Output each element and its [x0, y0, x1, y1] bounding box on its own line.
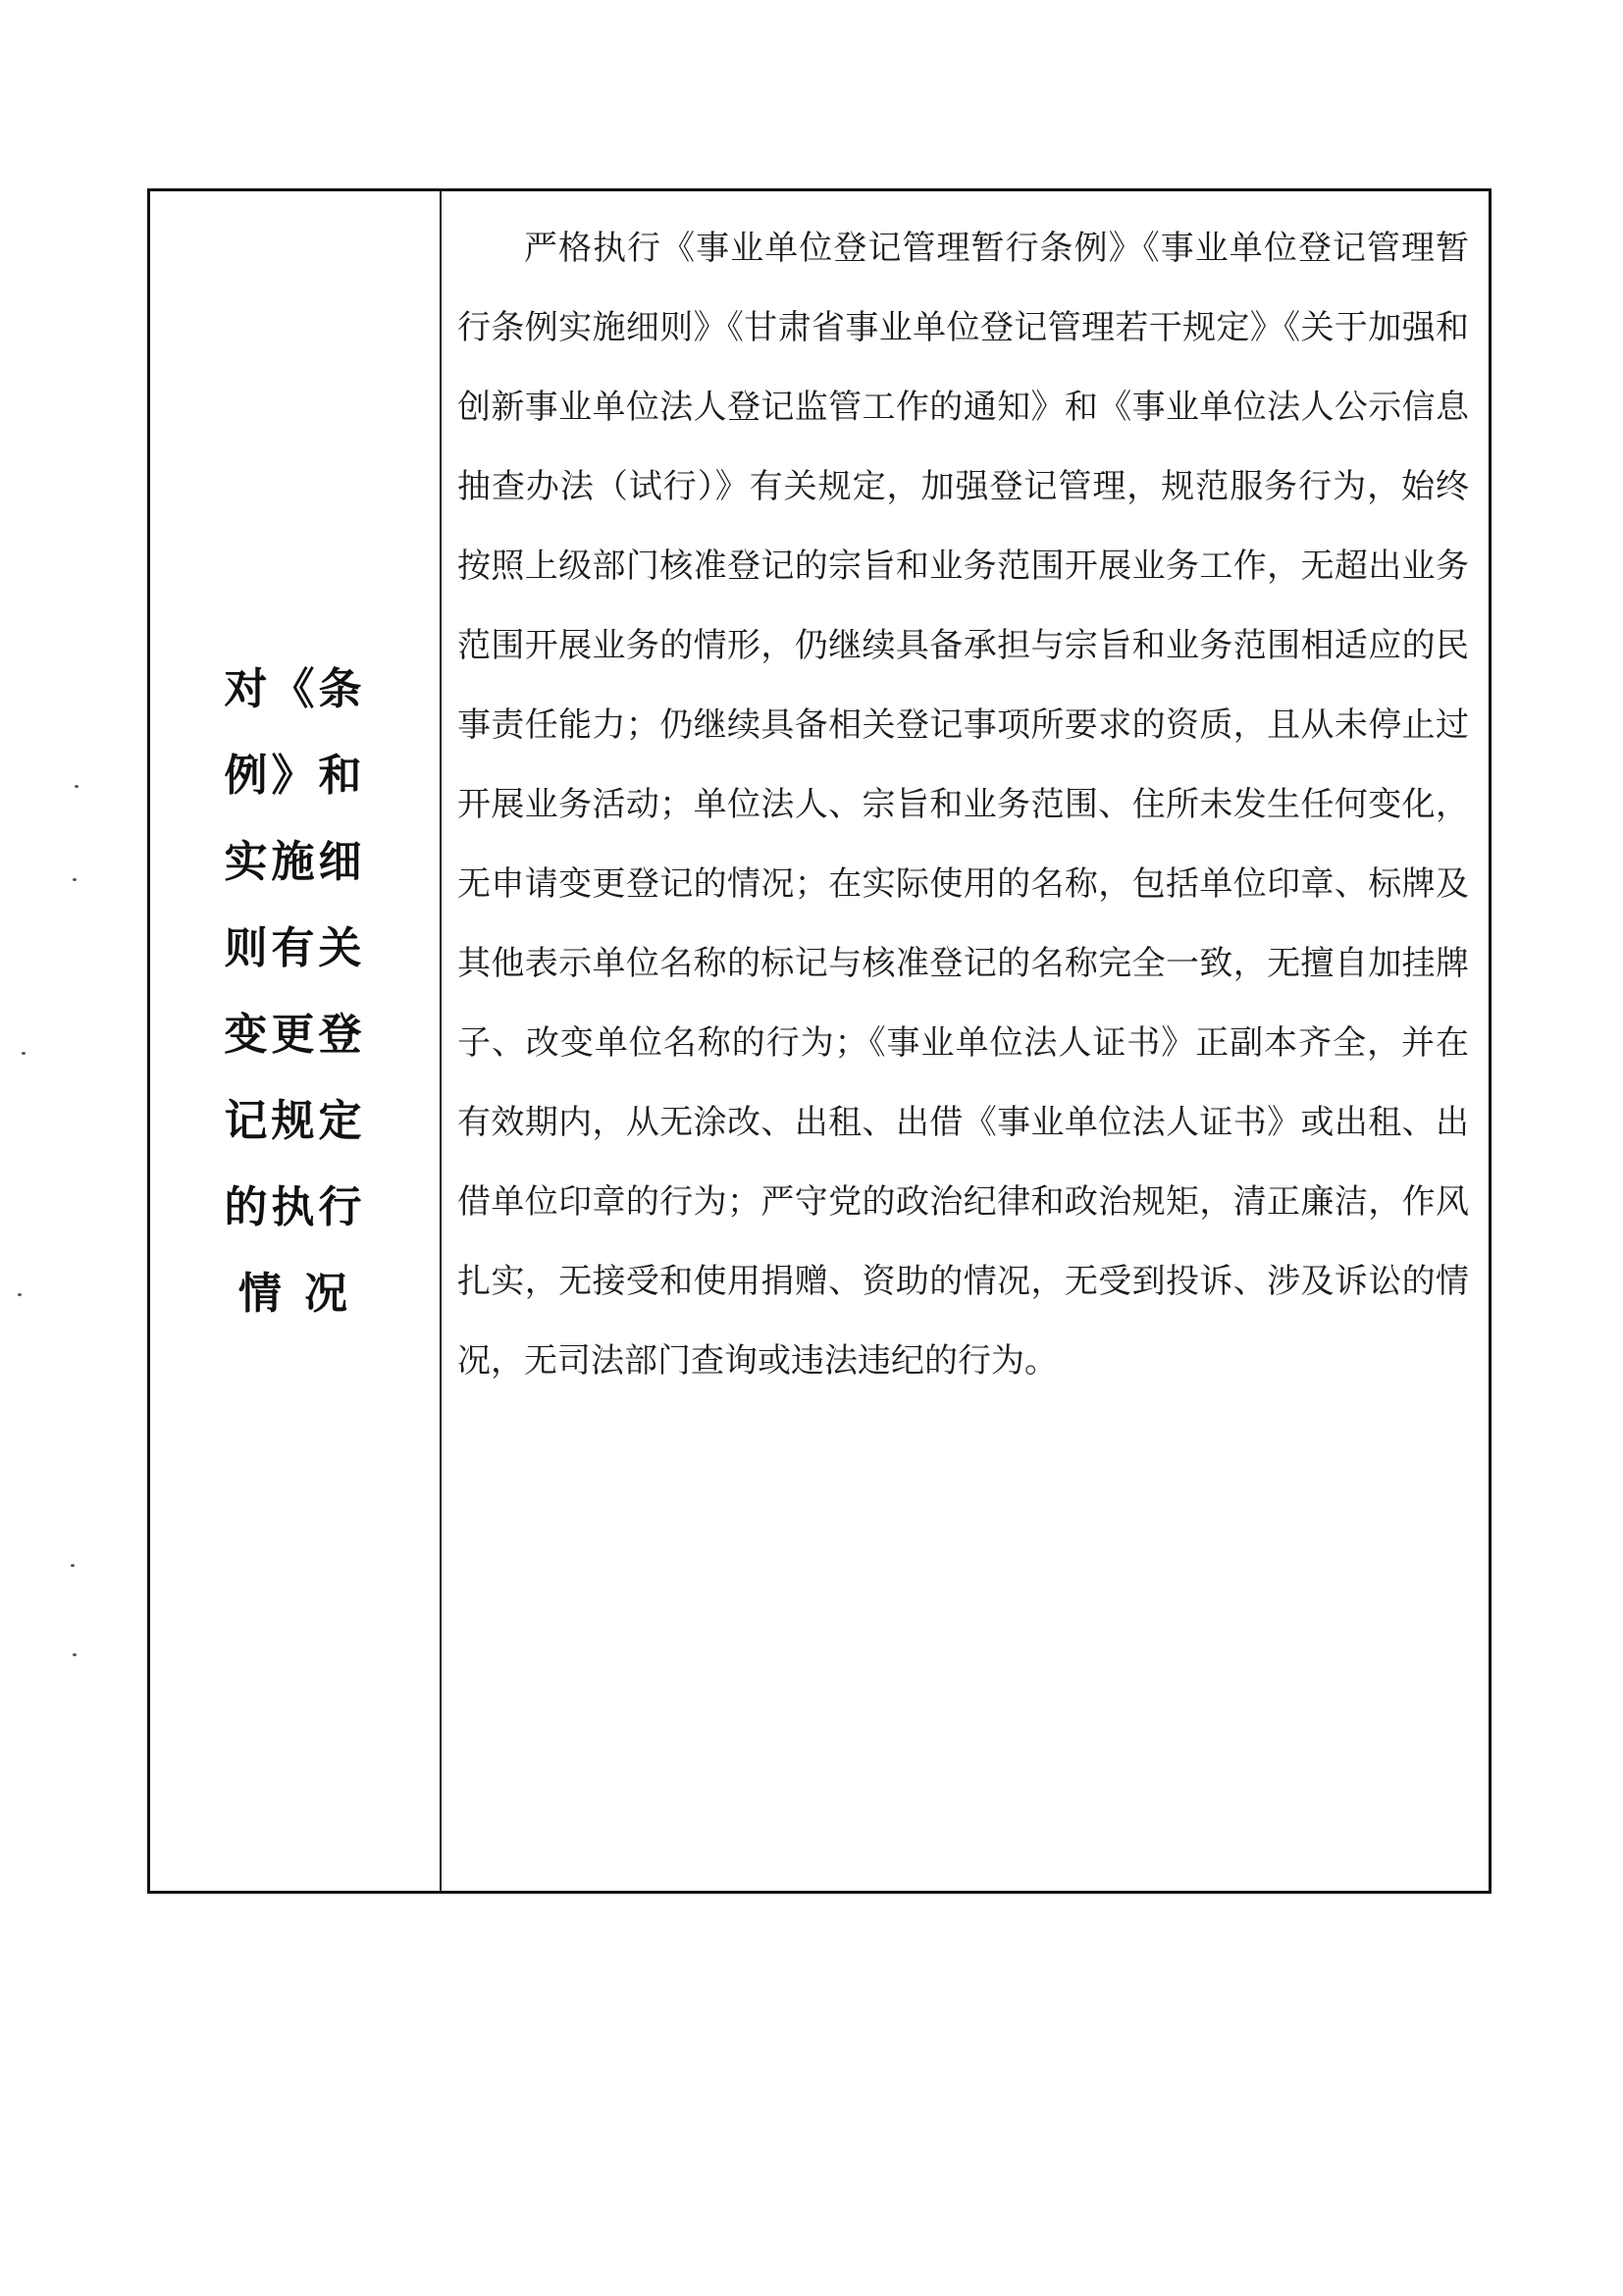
row-label-line: 的执行 — [224, 1182, 366, 1232]
row-label-line: 则有关 — [224, 923, 366, 973]
scan-speck — [75, 785, 79, 788]
label-cell — [150, 191, 442, 1891]
row-label-line: 变更登 — [224, 1010, 366, 1060]
form-table — [147, 188, 1492, 1894]
scan-speck — [73, 1653, 77, 1656]
row-label-line: 例》和 — [224, 751, 366, 801]
scan-speck — [22, 1052, 26, 1055]
content-paragraph: 严格执行《事业单位登记管理暂行条例》《事业单位登记管理暂行条例实施细则》《甘肃省事业单位登记管理若干规定》《关于加强和创新事业单位法人登记监管工作的通知》和《事业单位法人公示信息抽查办法（试行）》有关规定，加强登记管理，规范服务行为，始终按照上级部门核准登记的宗旨和业务范围开展业务工作，无超出业务范围开展业务的情形，仍继续具备承担与宗旨和业务范围相适应的民事责任能力；仍继续具备相关登记事项所要求的资质，且从未停止过开展业务活动；单位法人、宗旨和业务范围、住所未发生任何变化，无申请变更登记的情况；在实际使用的名称，包括单位印章、标牌及其他表示单位名称的标记与核准登记的名称完全一致，无擅自加挂牌子、改变单位名称的行为；《事业单位法人证书》正副本齐全，并在有效期内，从无涂改、出租、出借《事业单位法人证书》或出租、出借单位印章的行为；严守党的政治纪律和政治规矩，清正廉洁，作风扎实，无接受和使用捐赠、资助的情况，无受到投诉、涉及诉讼的情况，无司法部门查询或违法违纪的行为。 — [457, 229, 1469, 1381]
row-label-line: 对《条 — [224, 664, 366, 714]
content-cell — [442, 191, 1489, 1891]
row-label-line: 情 况 — [237, 1269, 352, 1319]
scan-speck — [18, 1293, 22, 1296]
scan-speck — [71, 1564, 75, 1567]
row-label-line: 实施细 — [224, 837, 366, 887]
row-label — [225, 647, 366, 1337]
scan-speck — [73, 878, 77, 881]
row-label-line: 记规定 — [224, 1096, 366, 1146]
